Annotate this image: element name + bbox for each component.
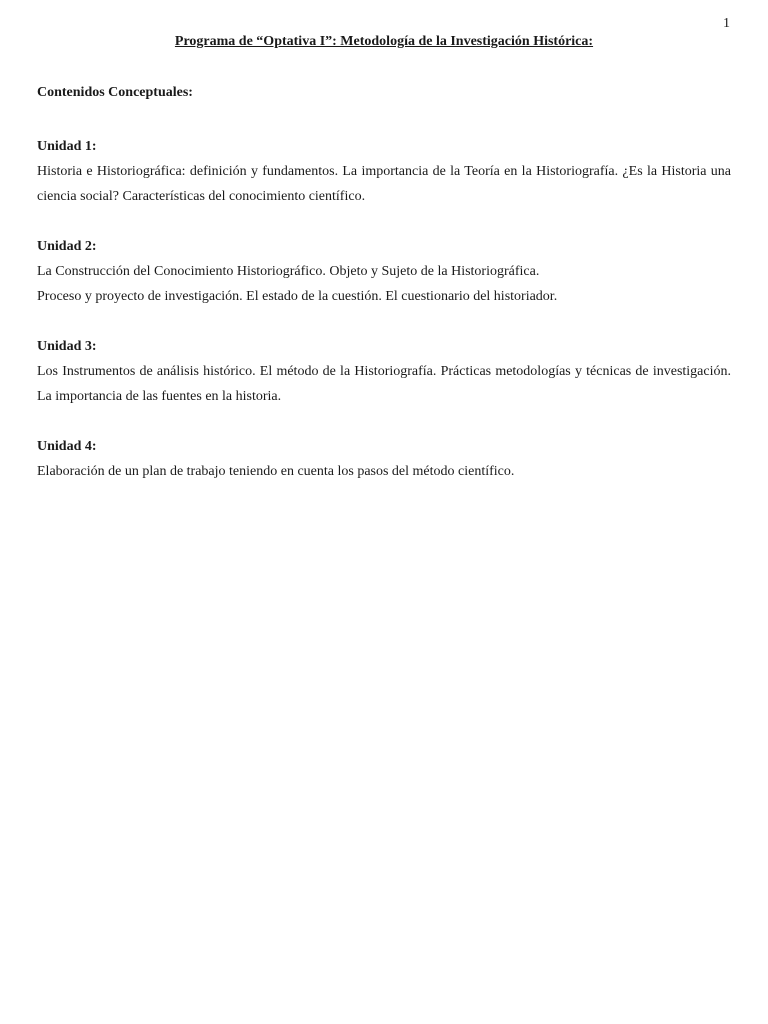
- unit-4: [37, 434, 731, 484]
- page-title: Programa de “Optativa I”: Metodología de la Investigación Histórica:: [174, 34, 594, 49]
- unit-body: [37, 359, 731, 409]
- page-number: 1: [723, 16, 730, 31]
- document-content: [37, 84, 731, 509]
- unit-heading: Unidad 2:: [37, 239, 97, 254]
- unit-3: [37, 334, 731, 409]
- unit-body: [37, 159, 731, 209]
- unit-paragraph: La Construcción del Conocimiento Historiográfico. Objeto y Sujeto de la Historiográfica.: [37, 264, 540, 279]
- unit-heading: Unidad 1:: [37, 139, 97, 154]
- unit-paragraph: Proceso y proyecto de investigación. El estado de la cuestión. El cuestionario del historiador.: [37, 289, 558, 304]
- unit-paragraph: Historia e Historiográfica: definición y fundamentos. La importancia de la Teoría en la Historiografía. ¿Es la Historia una ciencia social? Características del conocimiento científico.: [37, 164, 731, 204]
- unit-heading: Unidad 3:: [37, 339, 97, 354]
- unit-2: [37, 234, 731, 309]
- unit-paragraph: Los Instrumentos de análisis histórico. El método de la Historiografía. Prácticas metodologías y técnicas de investigación. La importancia de las fuentes en la historia.: [37, 364, 731, 404]
- unit-heading: Unidad 4:: [37, 439, 97, 454]
- unit-body: [37, 459, 731, 484]
- unit-1: [37, 134, 731, 209]
- unit-paragraph: Elaboración de un plan de trabajo teniendo en cuenta los pasos del método científico.: [37, 464, 515, 479]
- unit-body: [37, 259, 731, 309]
- section-heading: Contenidos Conceptuales:: [37, 85, 193, 100]
